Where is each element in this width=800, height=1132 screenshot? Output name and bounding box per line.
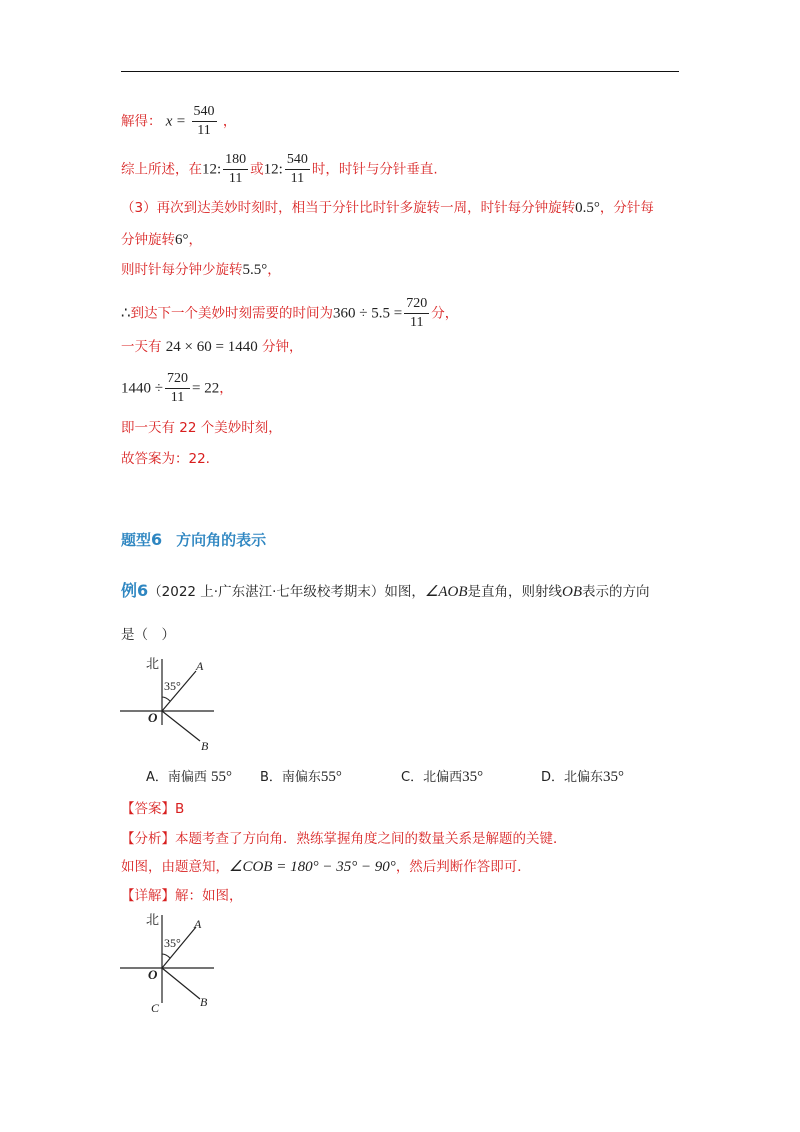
detail-line: 【详解】解：如图， [121, 888, 243, 904]
part3-line2: 分钟旋转6°， [121, 232, 202, 248]
direction-figure [118, 655, 228, 755]
analysis-line: 【分析】本题考查了方向角．熟练掌握角度之间的数量关系是解题的关键． [121, 831, 567, 847]
north-label: 北 [146, 656, 160, 671]
point-a-label: A [196, 659, 204, 673]
header-rule [121, 71, 679, 72]
solve-line: 解得： x = $\frac{540}{11}$ ， [121, 104, 237, 138]
part3-line3: 则时针每分钟少旋转5.5°， [121, 262, 281, 278]
part3-line6: 1440 ÷ $\frac{720}{11}$ = 22， [121, 371, 233, 405]
north-label: 北 [146, 912, 160, 927]
part3-line8: 故答案为：22. [121, 451, 210, 467]
section-heading: 题型6 方向角的表示 [121, 530, 267, 549]
point-o-label: O [148, 967, 158, 982]
point-o-label: O [148, 710, 158, 725]
fraction: $\frac{540}{11}$ [193, 104, 215, 138]
summary-line: 综上所述，在12: $\frac{180}{11}$ 或12: $\frac{540}{11}$ 时，时针与分针垂直. [121, 152, 438, 186]
point-b-label: B [201, 739, 209, 753]
point-b-label: B [200, 995, 208, 1009]
analysis-line2: 如图，由题意知，∠COB = 180° − 35° − 90°，然后判断作答即可． [121, 859, 531, 875]
example-line2: 是（ ） [121, 627, 175, 643]
option-a[interactable]: A．南偏西 55° [146, 769, 233, 785]
example-line1: 例6（2022 上·广东湛江·七年级校考期末）如图，∠AOB是直角，则射线OB表示的方向 [121, 581, 650, 600]
part3-line4: ∴到达下一个美妙时刻需要的时间为360 ÷ 5.5 = $\frac{720}{11}$ 分， [121, 296, 459, 330]
part3-line1: （3）再次到达美妙时刻时，相当于分针比时针多旋转一周，时针每分钟旋转0.5°，分针每 [121, 200, 654, 216]
angle-label: 35° [164, 936, 181, 950]
part3-line5: 一天有 24 × 60 = 1440 分钟， [121, 339, 303, 355]
direction-figure-detail [118, 911, 228, 1021]
point-a-label: A [194, 917, 202, 931]
angle-label: 35° [164, 679, 181, 693]
part3-line7: 即一天有 22 个美妙时刻， [121, 420, 282, 436]
option-d[interactable]: D．北偏东35° [541, 769, 625, 785]
option-c[interactable]: C．北偏西35° [401, 769, 484, 785]
answer-line: 【答案】B [121, 801, 185, 817]
option-b[interactable]: B．南偏东55° [260, 769, 342, 785]
point-c-label: C [151, 1001, 160, 1015]
